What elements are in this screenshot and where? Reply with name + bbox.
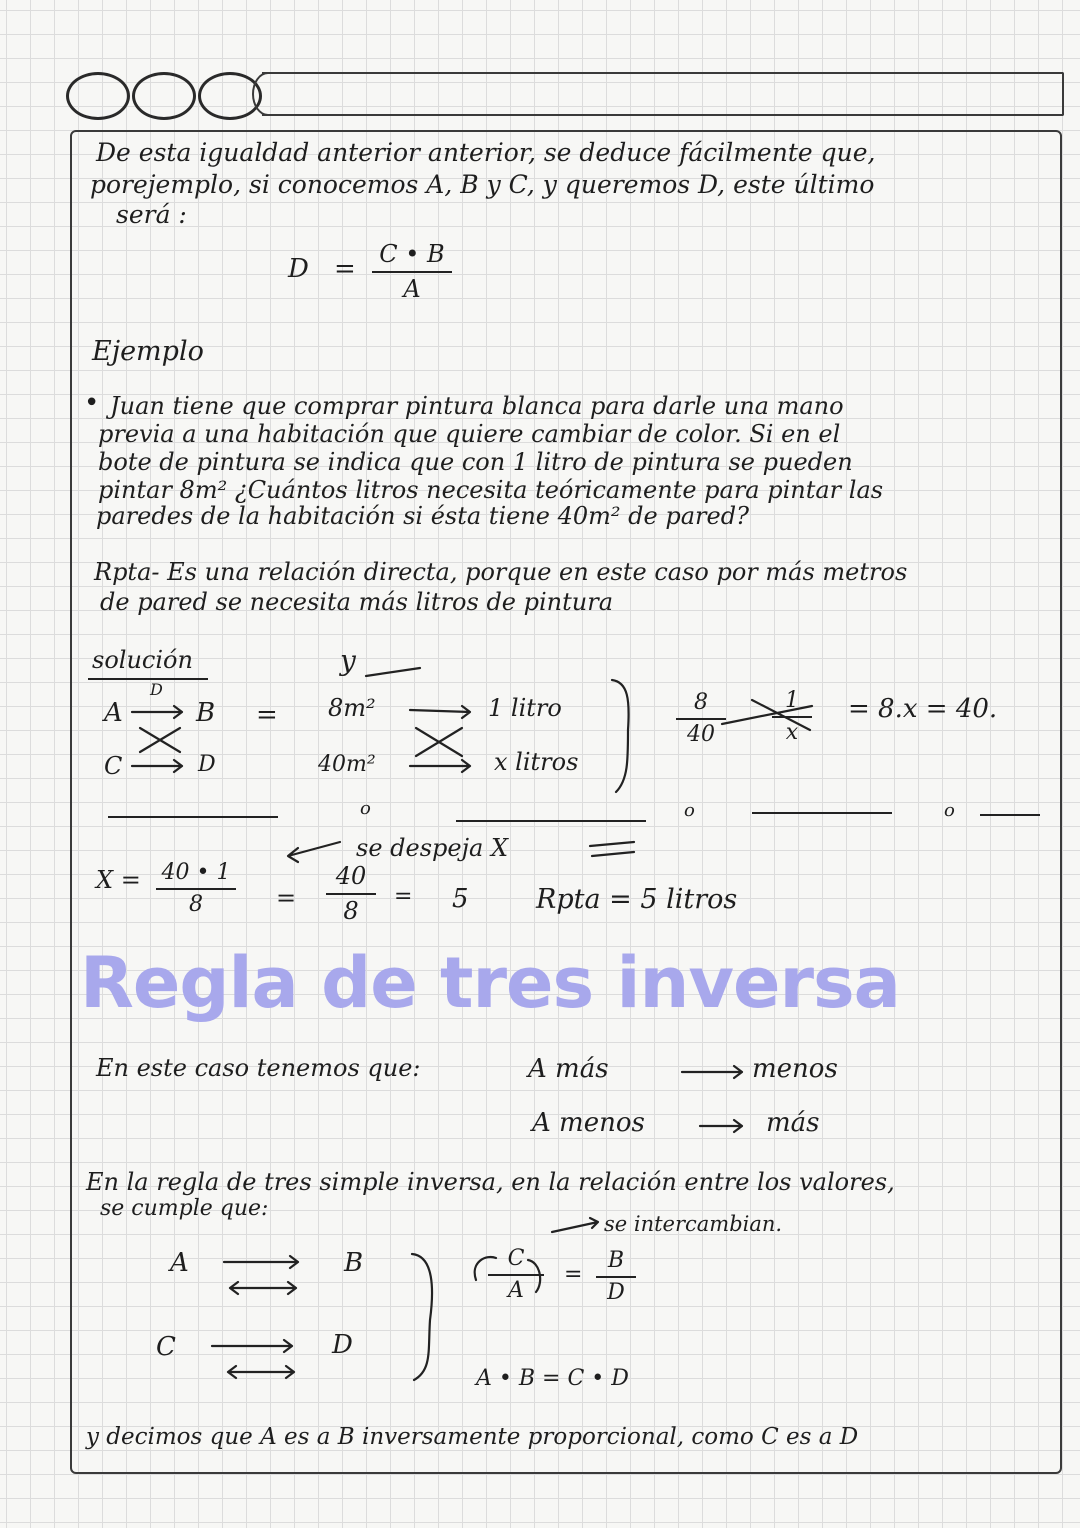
inverse-f-eq: =: [564, 1262, 583, 1287]
arrow-icon: [410, 706, 470, 718]
example-line-1: Juan tiene que comprar pintura blanca para darle una mano: [110, 392, 844, 420]
inverse-f1-den: A: [508, 1278, 524, 1304]
formula-denominator: A: [403, 274, 421, 303]
sol-1-litro: 1 litro: [488, 694, 562, 722]
sol-x-litros: x litros: [494, 748, 579, 776]
sol-x-den: 8: [189, 892, 203, 918]
inverse-rule-2: se cumple que:: [100, 1196, 269, 1221]
formula-numerator: C • B: [379, 240, 445, 268]
sol-f-num: 8: [694, 690, 708, 715]
brace-icon: [412, 1254, 432, 1380]
formula-lhs: D: [288, 254, 309, 284]
inverse-a-mas: A más: [528, 1054, 609, 1084]
sol-y: y: [340, 644, 356, 677]
inverse-case: En este caso tenemos que:: [96, 1054, 421, 1082]
sol-g-num: 1: [785, 688, 799, 713]
sol-c: C: [104, 752, 123, 780]
sol-despeja: se despeja X: [356, 834, 509, 862]
sol-40m2: 40m²: [318, 752, 376, 777]
inverse-rule-1: En la regla de tres simple inversa, en la relación entre los valores,: [86, 1168, 895, 1196]
inverse-D: D: [332, 1330, 353, 1360]
sol-x-num: 40 • 1: [161, 860, 231, 885]
swap-arc: [475, 1257, 540, 1292]
example-line-2: previa a una habitación que quiere cambiar de color. Si en el: [98, 420, 841, 448]
sol-result: = 8.x = 40.: [848, 694, 998, 724]
sol-d-arrow: D: [150, 680, 163, 699]
inverse-C: C: [156, 1332, 176, 1362]
sol-eq: =: [256, 700, 278, 730]
sol-five: 5: [452, 884, 469, 914]
arrow-icon: [212, 1340, 292, 1352]
arrow-icon: [682, 1066, 742, 1078]
solution-label: solución: [92, 646, 193, 674]
tick-mark: [366, 668, 420, 676]
arrow-icon: [288, 842, 340, 862]
inverse-product: A • B = C • D: [476, 1366, 629, 1391]
arrow-icon: [224, 1256, 298, 1268]
sol-b: B: [196, 698, 216, 728]
intro-line-1: De esta igualdad anterior anterior, se deduce fácilmente que,: [96, 138, 876, 167]
sol-g-den: x: [785, 720, 799, 746]
arrow-icon: [552, 1218, 598, 1232]
example-line-4: pintar 8m² ¿Cuántos litros necesita teóricamente para pintar las: [98, 476, 884, 504]
example-heading: Ejemplo: [92, 336, 204, 367]
inverse-f2-den: D: [607, 1280, 625, 1306]
cross-icon: [416, 728, 462, 756]
inverse-swap-note: se intercambian.: [604, 1212, 783, 1236]
inverse-B: B: [344, 1248, 364, 1278]
inverse-f1-num: C: [507, 1246, 525, 1271]
intro-line-3: será :: [116, 200, 187, 229]
inverse-a-menos: A menos: [532, 1108, 645, 1138]
arrow-icon: [132, 760, 182, 772]
inverse-A: A: [170, 1248, 189, 1278]
answer-line-2: de pared se necesita más litros de pintura: [100, 588, 614, 616]
sol-x2-den: 8: [343, 896, 359, 925]
sol-x2-num: 40: [335, 862, 367, 890]
double-arrow-icon: [228, 1366, 294, 1378]
equals-mark: [590, 842, 634, 856]
inverse-menos: menos: [752, 1054, 838, 1084]
sol-eq3: =: [394, 884, 413, 909]
example-bullet: •: [84, 388, 100, 418]
example-line-5: paredes de la habitación si ésta tiene 40m² de pared?: [96, 502, 749, 530]
brace-icon: [612, 680, 629, 792]
sol-f-den: 40: [687, 722, 715, 748]
answer-line-1: Rpta- Es una relación directa, porque en este caso por más metros: [94, 558, 908, 586]
arrow-icon: [132, 706, 182, 718]
sol-rpta: Rpta = 5 litros: [536, 884, 738, 915]
cross-icon: [722, 700, 812, 730]
sol-a: A: [104, 698, 123, 728]
section-title: Regla de tres inversa: [80, 942, 900, 1024]
sol-d: D: [198, 752, 216, 777]
arrow-icon: [700, 1120, 742, 1132]
arrow-icon: [410, 760, 470, 772]
inverse-f2-num: B: [607, 1248, 625, 1273]
sol-circle-1: o: [360, 798, 371, 819]
inverse-closing: y decimos que A es a B inversamente proporcional, como C es a D: [86, 1424, 859, 1450]
double-arrow-icon: [230, 1282, 296, 1294]
intro-line-2: porejemplo, si conocemos A, B y C, y queremos D, este último: [90, 170, 875, 199]
example-line-3: bote de pintura se indica que con 1 litro de pintura se pueden: [98, 448, 853, 476]
sol-eq2: =: [276, 884, 297, 912]
sol-8m2: 8m²: [328, 694, 376, 722]
sol-circle-2: o: [684, 800, 695, 821]
inverse-mas: más: [766, 1108, 820, 1138]
sol-circle-3: o: [944, 800, 955, 821]
formula-eq: =: [334, 254, 356, 284]
cross-icon: [140, 728, 180, 752]
sol-x-lhs: X =: [96, 866, 141, 894]
